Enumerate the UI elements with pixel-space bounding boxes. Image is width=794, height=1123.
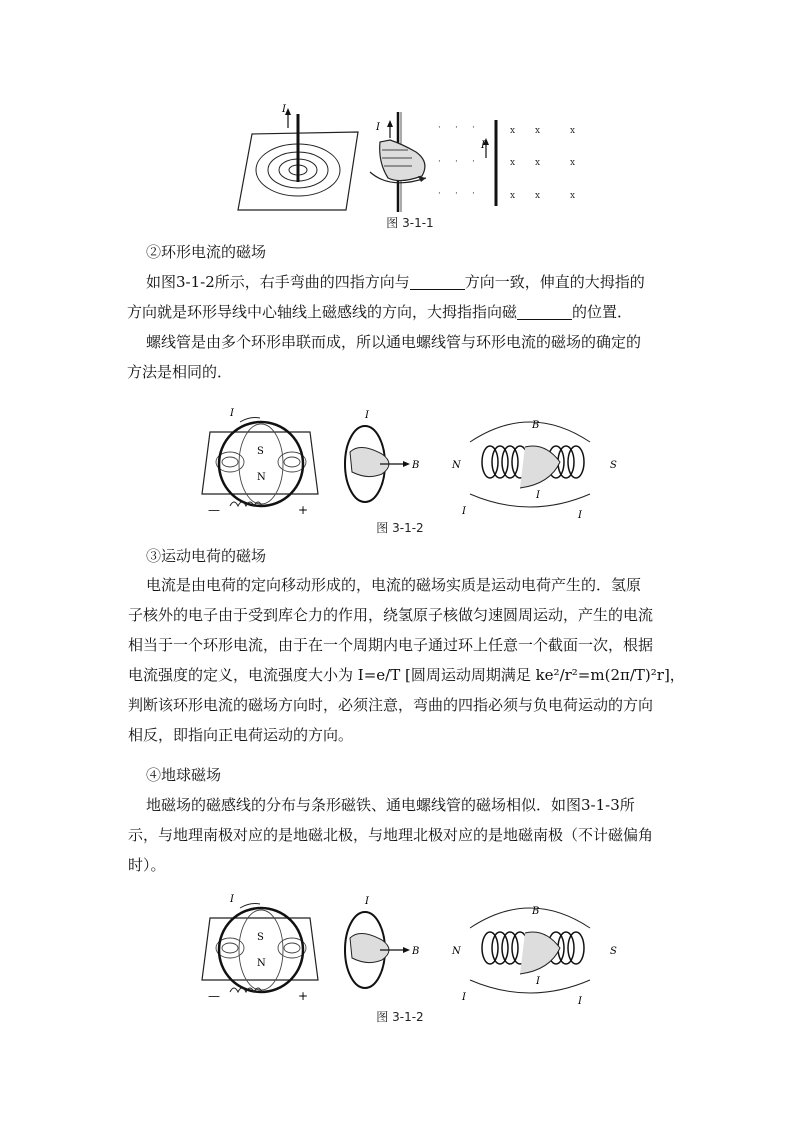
- svg-text:N: N: [257, 958, 266, 969]
- svg-text:·: ·: [455, 157, 458, 167]
- text-line: 相当于一个环形电流，由于在一个周期内电子通过环上任意一个截面一次，根据: [128, 636, 654, 654]
- text-line: 方法是相同的．: [127, 363, 233, 381]
- svg-text:x: x: [535, 158, 541, 168]
- svg-text:—: —: [208, 503, 220, 517]
- svg-text:I: I: [578, 996, 582, 1007]
- text-line: 电流是由电荷的定向移动形成的，电流的磁场实质是运动电荷产生的．氢原: [146, 576, 642, 594]
- section-heading: ③运动电荷的磁场: [146, 547, 267, 565]
- svg-text:I: I: [462, 992, 466, 1003]
- text-line: 地磁场的磁感线的分布与条形磁铁、通电螺线管的磁场相似．如图3-1-3所: [146, 796, 635, 814]
- svg-text:N: N: [452, 946, 461, 957]
- fill-blank: [517, 303, 572, 320]
- figure-3-1-2-top: [200, 402, 620, 522]
- text-line: 螺线管是由多个环形串联而成，所以通电螺线管与环形电流的磁场的确定的: [146, 333, 642, 351]
- svg-text:x: x: [570, 158, 576, 168]
- svg-text:I: I: [536, 976, 540, 987]
- svg-text:·: ·: [455, 189, 458, 199]
- figure-3-1-2-bottom: [200, 888, 620, 1008]
- svg-text:B: B: [412, 946, 420, 957]
- svg-text:B: B: [412, 460, 420, 471]
- svg-text:+: +: [298, 989, 309, 1003]
- svg-text:x: x: [510, 126, 516, 136]
- svg-text:x: x: [570, 126, 576, 136]
- svg-text:x: x: [535, 191, 541, 201]
- svg-text:S: S: [257, 446, 264, 457]
- svg-text:S: S: [610, 946, 617, 957]
- svg-text:x: x: [510, 191, 516, 201]
- svg-text:·: ·: [472, 123, 475, 133]
- svg-text:x: x: [570, 191, 576, 201]
- text-line: 示，与地理南极对应的是地磁北极，与地理北极对应的是地磁南极（不计磁偏角: [128, 826, 654, 844]
- figure-caption: 图 3-1-2: [376, 1010, 424, 1024]
- svg-text:I: I: [365, 410, 369, 421]
- svg-text:·: ·: [438, 157, 441, 167]
- svg-text:B: B: [532, 906, 540, 917]
- svg-text:—: —: [208, 989, 220, 1003]
- svg-text:N: N: [452, 460, 461, 471]
- svg-text:·: ·: [438, 123, 441, 133]
- svg-text:+: +: [298, 503, 309, 517]
- svg-text:I: I: [578, 510, 582, 521]
- svg-text:I: I: [230, 894, 234, 905]
- paragraph: [128, 570, 685, 750]
- svg-text:I: I: [376, 122, 380, 133]
- svg-text:S: S: [257, 932, 264, 943]
- section-heading: ②环形电流的磁场: [146, 243, 267, 261]
- svg-text:N: N: [257, 472, 266, 483]
- text-line: 如图3-1-2所示，右手弯曲的四指方向与 方向一致，伸直的大拇指的: [146, 273, 645, 291]
- text-line: 相反，即指向正电荷运动的方向。: [128, 726, 354, 744]
- svg-text:·: ·: [472, 157, 475, 167]
- section-heading: ④地球磁场: [146, 766, 222, 784]
- text-line: 电流强度的定义，电流强度大小为 I=e/T [圆周运动周期满足 ke²/r²=m(2π/T)²r]，: [128, 666, 685, 684]
- text-line: 方向就是环形导线中心轴线上磁感线的方向，大拇指指向磁 的位置．: [127, 303, 633, 321]
- paragraph: [128, 790, 676, 880]
- svg-text:S: S: [610, 460, 617, 471]
- svg-text:I: I: [282, 104, 286, 115]
- svg-text:x: x: [535, 126, 541, 136]
- svg-text:B: B: [532, 420, 540, 431]
- text-line: 子核外的电子由于受到库仑力的作用，绕氢原子核做匀速圆周运动，产生的电流: [128, 606, 654, 624]
- figure-3-1-1: [230, 92, 590, 220]
- figure-caption: 图 3-1-1: [386, 216, 434, 230]
- svg-text:I: I: [230, 408, 234, 419]
- svg-text:I: I: [481, 140, 485, 151]
- svg-text:I: I: [462, 506, 466, 517]
- text-line: 时）。: [128, 856, 166, 874]
- fill-blank: [410, 273, 465, 290]
- svg-text:I: I: [536, 490, 540, 501]
- svg-text:·: ·: [438, 189, 441, 199]
- text-line: 判断该环形电流的磁场方向时，必须注意，弯曲的四指必须与负电荷运动的方向: [128, 696, 654, 714]
- svg-text:·: ·: [455, 123, 458, 133]
- figure-caption: 图 3-1-2: [376, 521, 424, 535]
- paragraph: [127, 267, 676, 387]
- svg-text:·: ·: [472, 189, 475, 199]
- svg-text:I: I: [365, 896, 369, 907]
- svg-text:x: x: [510, 158, 516, 168]
